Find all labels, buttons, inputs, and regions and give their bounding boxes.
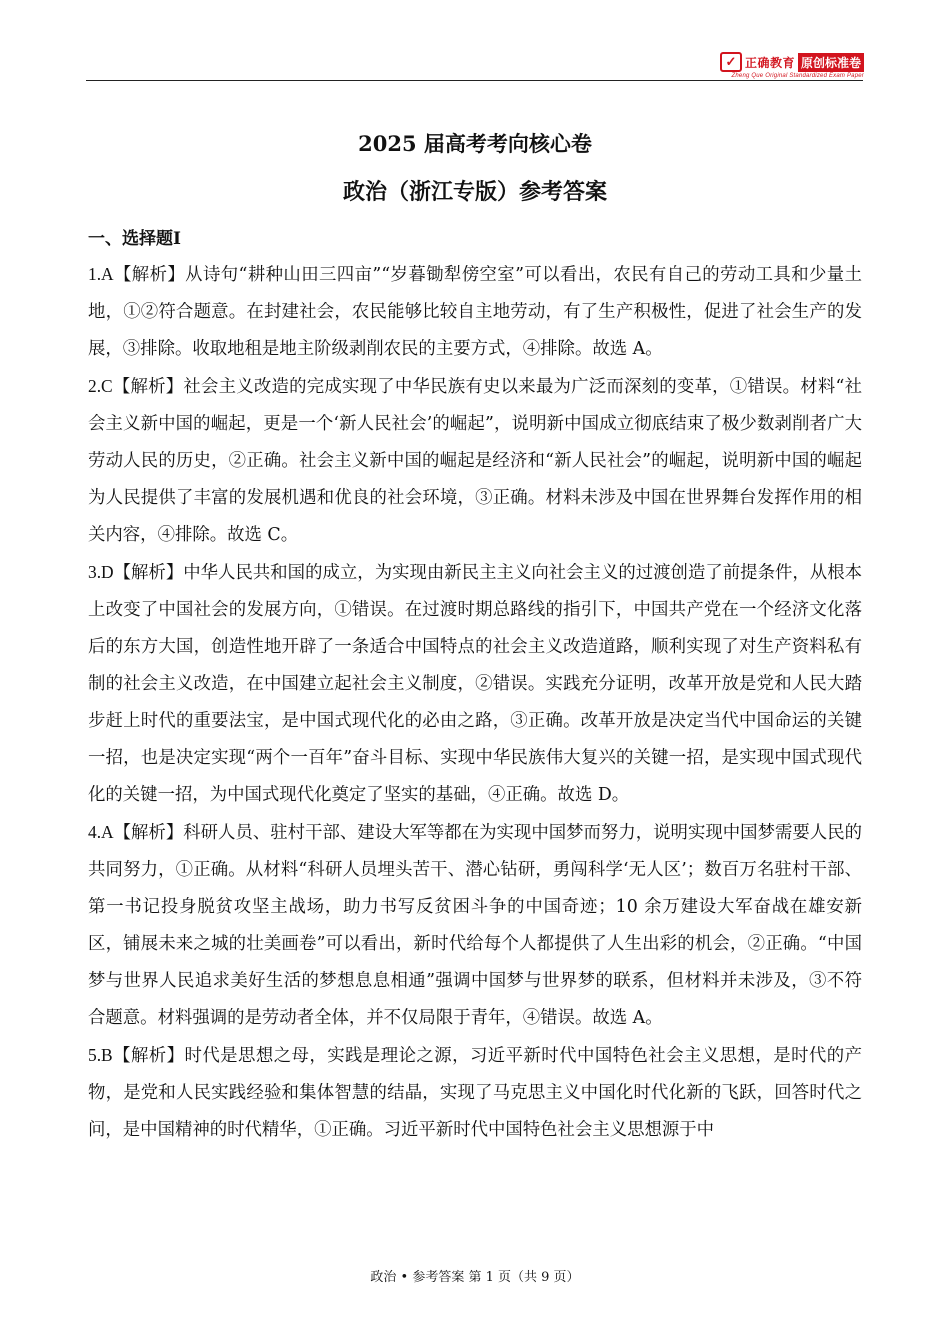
answer-number: 3.D (88, 562, 114, 582)
answer-number: 4.A (88, 822, 114, 842)
answer-number: 5.B (88, 1045, 113, 1065)
checkmark-icon: ✓ (720, 52, 742, 72)
analysis-tag: 【解析】 (112, 377, 184, 397)
answer-text: 从诗句“耕种山田三四亩”“岁暮锄犁傍空室”可以看出，农民有自己的劳动工具和少量土地，①②符合题意。在封建社会，农民能够比较自主地劳动，有了生产积极性，促进了社会生产的发展，③排除。收取地租是地主阶级剥削农民的主要方式，④排除。故选 A。 (88, 265, 862, 359)
answer-item (88, 1037, 862, 1149)
analysis-tag: 【解析】 (112, 1046, 185, 1066)
answer-text: 时代是思想之母，实践是理论之源，习近平新时代中国特色社会主义思想，是时代的产物，是党和人民实践经验和集体智慧的结晶，实现了马克思主义中国化时代化新的飞跃，回答时代之问，是中国精神的时代精华，①正确。习近平新时代中国特色社会主义思想源于中 (88, 1046, 862, 1140)
page-footer: 政治 • 参考答案 第 1 页（共 9 页） (370, 1270, 580, 1285)
answer-list (88, 256, 862, 1149)
brand-tag: 原创标准卷 (798, 53, 864, 72)
document-title: 2025 届高考考向核心卷 (358, 131, 592, 156)
answer-text: 中华人民共和国的成立，为实现由新民主主义向社会主义的过渡创造了前提条件，从根本上改变了中国社会的发展方向，①错误。在过渡时期总路线的指引下，中国共产党在一个经济文化落后的东方大国，创造性地开辟了一条适合中国特点的社会主义改造道路，顺利实现了对生产资料私有制的社会主义改造，在中国建立起社会主义制度，②错误。实践充分证明，改革开放是党和人民大踏步赶上时代的重要法宝，是中国式现代化的必由之路，③正确。改革开放是决定当代中国命运的关键一招，也是决定实现“两个一百年”奋斗目标、实现中华民族伟大复兴的关键一招，是实现中国式现代化的关键一招，为中国式现代化奠定了坚实的基础，④正确。故选 D。 (88, 563, 862, 805)
answer-text: 社会主义改造的完成实现了中华民族有史以来最为广泛而深刻的变革，①错误。材料“社会主义新中国的崛起，更是一个‘新人民社会’的崛起”，说明新中国成立彻底结束了极少数剥削者广大劳动人民的历史，②正确。社会主义新中国的崛起是经济和“新人民社会”的崛起，说明新中国的崛起为人民提供了丰富的发展机遇和优良的社会环境，③正确。材料未涉及中国在世界舞台发挥作用的相关内容，④排除。故选 C。 (88, 377, 862, 545)
section-heading: 一、选择题Ⅰ (88, 229, 181, 249)
document-subtitle: 政治（浙江专版）参考答案 (342, 179, 607, 205)
brand-subtitle: Zheng Que Original Standardized Exam Paper (731, 73, 864, 79)
answer-item (88, 368, 862, 554)
answer-text: 科研人员、驻村干部、建设大军等都在为实现中国梦而努力，说明实现中国梦需要人民的共同努力，①正确。从材料“科研人员埋头苦干、潜心钻研，勇闯科学‘无人区’；数百万名驻村干部、第一书记投身脱贫攻坚主战场，助力书写反贫困斗争的中国奇迹；10 余万建设大军奋战在雄安新区，铺展未来之城的壮美画卷”可以看出，新时代给每个人都提供了人生出彩的机会，②正确。“中国梦与世界人民追求美好生活的梦想息息相通”强调中国梦与世界梦的联系，但材料并未涉及，③不符合题意。材料强调的是劳动者全体，并不仅局限于青年，④错误。故选 A。 (88, 823, 862, 1028)
answer-number: 1.A (88, 264, 114, 284)
header-divider (86, 80, 863, 81)
analysis-tag: 【解析】 (113, 563, 184, 583)
brand-name: 正确教育 (744, 55, 795, 70)
analysis-tag: 【解析】 (113, 265, 186, 285)
answer-item (88, 256, 862, 368)
analysis-tag: 【解析】 (113, 823, 184, 843)
answer-item (88, 814, 862, 1037)
brand-logo (720, 52, 864, 79)
answer-item (88, 554, 862, 814)
answer-number: 2.C (88, 376, 113, 396)
